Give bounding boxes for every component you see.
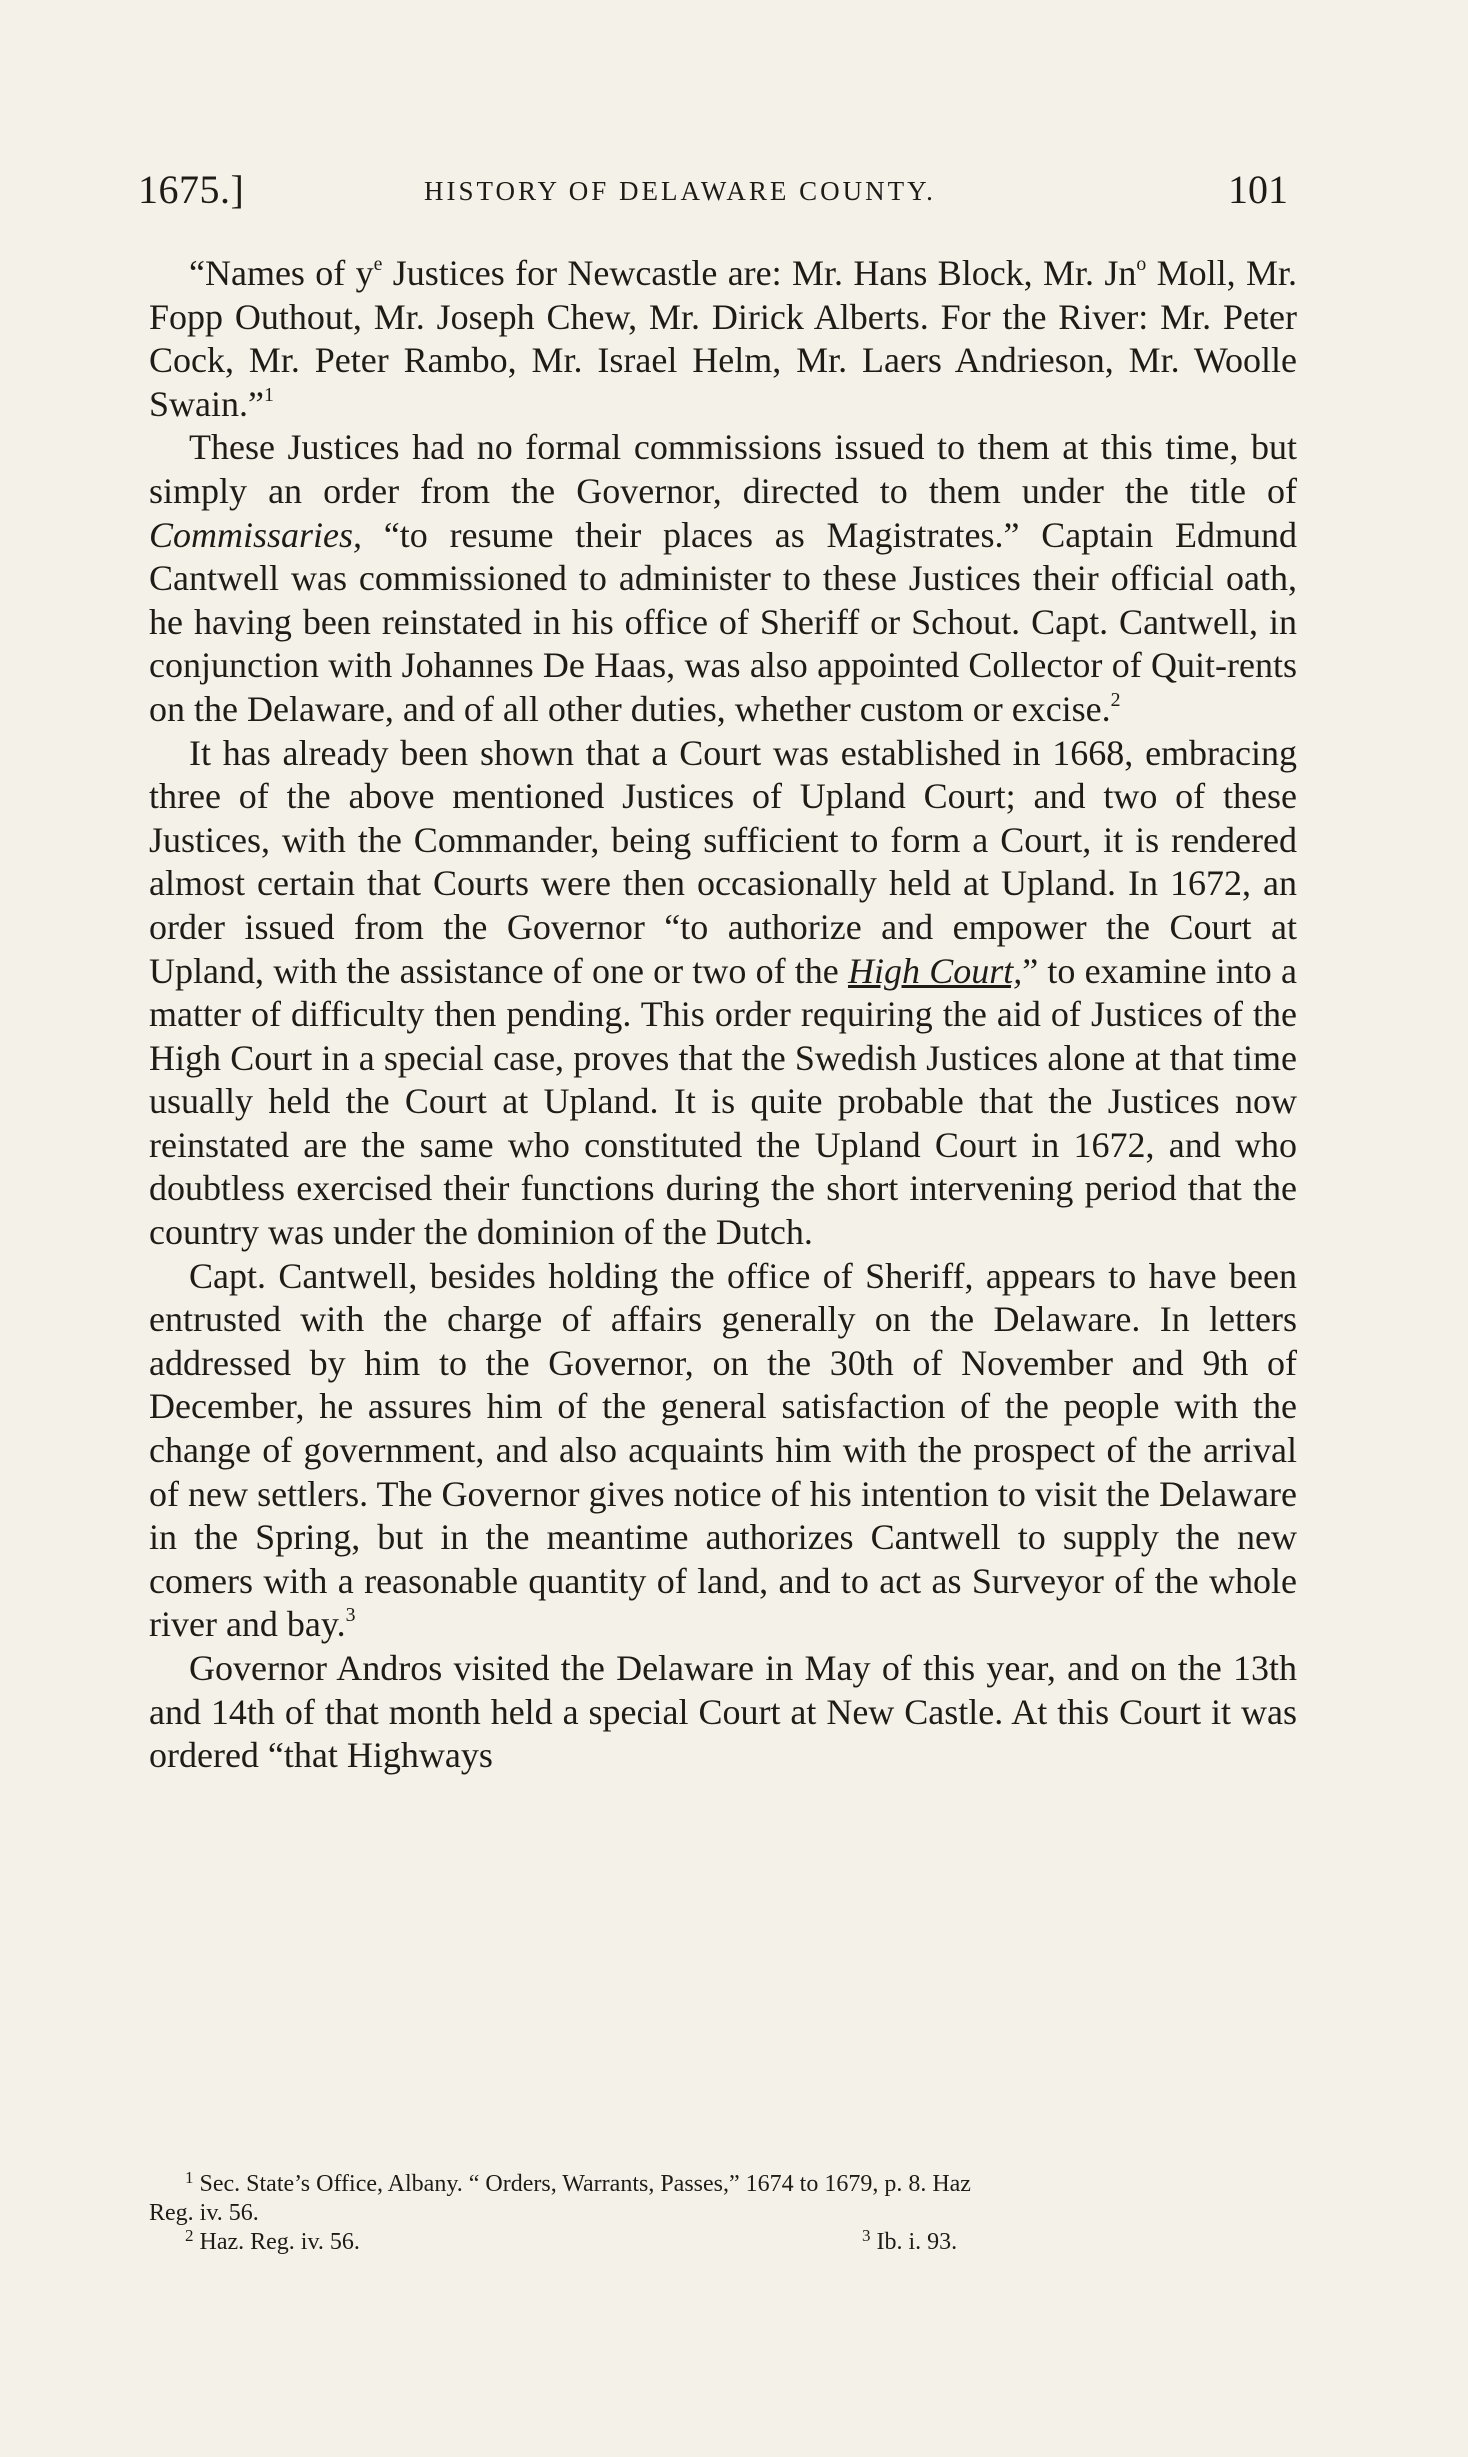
footnote-number: 1 — [185, 2168, 194, 2187]
footnote-1 — [149, 2170, 1297, 2199]
footnote-ref: 3 — [345, 1604, 356, 1627]
running-header — [138, 166, 1288, 216]
footnotes — [149, 2170, 1297, 2257]
paragraph-andros — [149, 1647, 1297, 1778]
italic-fragment: High Court, — [847, 950, 1023, 991]
header-year: 1675.] — [138, 167, 245, 212]
text-fragment: ” to examine into a matter of difficulty then pending. This order requiring the aid of Justices of the High Court in a special case, proves that the Swedish Justices alone at that time usually held the Court at Upland. It is quite probable that the Justices now reinstated are the same who constituted the Upland Court in 1672, and who doubtless exercised their functions during the short intervening period that the country was under the dominion of the Dutch. — [149, 950, 1297, 1253]
body-text — [149, 252, 1297, 1778]
text-fragment: Moll, Mr. Fopp Outhout, Mr. Joseph Chew, Mr. Dirick Alberts. For the River: Mr. Peter Cock, Mr. Peter Rambo, Mr. Israel Helm, Mr. Laers Andrieson, Mr. Woolle Swain.” — [149, 253, 1297, 424]
text-fragment: “Names of y — [189, 253, 374, 293]
header-title: HISTORY OF DELAWARE COUNTY. — [424, 176, 936, 206]
text-fragment: These Justices had no formal commissions issued to them at this time, but simply an order from the Governor, directed to them under the title of — [149, 427, 1297, 511]
paragraph-upland-court — [149, 732, 1297, 1255]
italic-fragment: Commissaries, — [149, 514, 363, 555]
superscript: o — [1136, 253, 1147, 276]
text-fragment: Justices for Newcastle are: Mr. Hans Block, Mr. Jn — [382, 253, 1137, 293]
footnote-2-3 — [149, 2228, 1297, 2257]
footnote-3 — [862, 2228, 957, 2258]
footnote-number: 3 — [862, 2226, 871, 2245]
paragraph-commissions — [149, 426, 1297, 731]
text-fragment: Governor Andros visited the Delaware in May of this year, and on the 13th and 14th of that month held a special Court at New Castle. At this Court it was ordered “that Highways — [149, 1648, 1297, 1776]
text-fragment: “to resume their places as Magistrates.” Captain Edmund Cantwell was commissioned to administer to these Justices their official oath, he having been reinstated in his office of Sheriff or Schout. Capt. Cantwell, in conjunction with Johannes De Haas, was also appointed Collector of Quit-rents on the Delaware, and of all other duties, whether custom or excise. — [149, 514, 1297, 729]
footnote-text: Haz. Reg. iv. 56. — [199, 2229, 360, 2255]
footnote-ref: 2 — [1110, 688, 1121, 711]
footnote-number: 2 — [185, 2226, 194, 2245]
paragraph-names-of-justices — [149, 252, 1297, 426]
footnote-1-continued — [149, 2199, 1297, 2228]
text-fragment: It has already been shown that a Court was established in 1668, embracing three of the above mentioned Justices of Upland Court; and two of these Justices, with the Commander, being sufficient to form a Court, it is rendered almost certain that Courts were then occasionally held at Upland. In 1672, an order issued from the Governor “to authorize and empower the Court at Upland, with the assistance of one or two of the — [149, 732, 1297, 991]
paragraph-cantwell — [149, 1255, 1297, 1647]
superscript: e — [373, 253, 383, 276]
footnote-text: Reg. iv. 56. — [149, 2200, 259, 2226]
footnote-text: Ib. i. 93. — [876, 2229, 958, 2255]
page-number: 101 — [1228, 167, 1288, 212]
footnote-ref: 1 — [263, 383, 274, 406]
text-fragment: Capt. Cantwell, besides holding the office of Sheriff, appears to have been entrusted with the charge of affairs generally on the Delaware. In letters addressed by him to the Governor, on the 30th of November and 9th of December, he assures him of the general satisfaction of the people with the change of government, and also acquaints him with the prospect of the arrival of new settlers. The Governor gives notice of his intention to visit the Delaware in the Spring, but in the meantime authorizes Cantwell to supply the new comers with a reasonable quantity of land, and to act as Surveyor of the whole river and bay. — [149, 1255, 1297, 1645]
footnote-text: Sec. State’s Office, Albany. “ Orders, Warrants, Passes,” 1674 to 1679, p. 8. Haz — [199, 2171, 971, 2197]
